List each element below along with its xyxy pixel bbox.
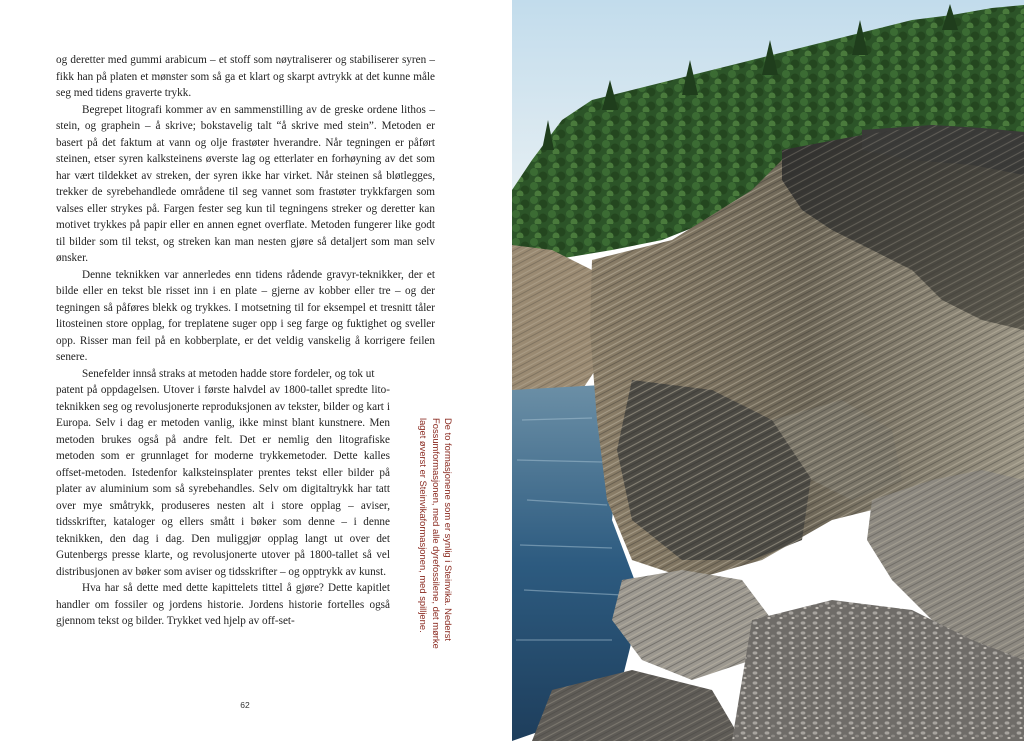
paragraph-5: Hva har så dette med dette kapittelets tittel å gjøre? Dette kapitlet handler om fossiler og jordens historie. Jordens historie fortelles også gjennom tekst og bilder. Trykket ved hjelp av off-set-: [56, 582, 390, 627]
paragraph-4-start: Senefelder innså straks at metoden hadde store fordeler, og tok ut: [82, 367, 375, 380]
paragraph-2-text: Begrepet litografi kommer av en sammenstilling av de greske ordene lithos – stein, og graphein – å skrive; bokstavelig talt “å skrive med stein”. Metoden er basert på det faktum at vann og olje frastøter hverandre. Når tegningen er påført steinen, etser syren kalksteinens øverste lag og etterlater en forhøyning av det som har vært tildekket av streken, der syren ikke har virket. Når steinen så bløtlegges, trekker de syrebehandlede områdene til seg vannet som frastøter trykkfargen som valses eller strykes på. Fargen fester seg kun til tegningens streker og deretter kan motivet trykkes på papir eller en annen egnet overflate. Metoden fungerer like godt til bilder som til tekst, og streken kan man nesten gjøre så detaljert som man selv ønsker.: [56, 103, 435, 264]
caption-line-2: Fossumformasjonen, med alle dyrefossilene, det mørke: [430, 418, 442, 649]
caption-line-1: De to formasjonene som er synlig i Steinvika. Nederst: [443, 418, 454, 642]
photo-caption: [404, 418, 454, 678]
narrow-text-block: [56, 382, 390, 630]
caption-line-3: laget øverst er Steinvikaformasjonen, med spilljene.: [418, 418, 430, 633]
right-page: [512, 0, 1024, 741]
paragraph-2: [56, 102, 435, 267]
page-number: 62: [240, 700, 250, 710]
paragraph-1: og deretter med gummi arabicum – et stoff som nøytraliserer og stabiliserer syren – fikk han på platen et mønster som så ga et klart og skarpt avtrykk at det kunne måle seg med tidens graverte trykk.: [56, 54, 435, 99]
photo-caption-text: [417, 418, 454, 678]
paragraph-4-continued: patent på oppdagelsen. Utover i første halvdel av 1800-tallet spredte lito-teknikken seg og revolusjonerte reproduksjonen av tekster, bilder og kart i Europa. Selv i dag er metoden vanlig, ikke minst blant kunstnere. Men metoden brukes også på andre felt. Det er nemlig den litografiske metoden som er grunnlaget for moderne trykkemetoder. Dette kalles offset-metoden. Istedenfor kalksteinsplater prentes tekst eller bilder på plater av aluminium som så syrebehandles. Selv om digitaltrykk har tatt over mye småtrykk, produseres nesten alt i store opplag – aviser, tidsskrifter, kataloger og ellers smått i bøker som denne – i denne teknikken, den dag i dag. Den muliggjør opplag langt ut over det Gutenbergs presse klarte, og revolusjonerte utover på 1800-tallet så vel distribusjonen av bøker som aviser og tidsskrifter – og opptrykk av kunst.: [56, 384, 390, 578]
body-text-column: [56, 52, 435, 630]
paragraph-3: Denne teknikken var annerledes enn tidens rådende gravyr-teknikker, der et bilde eller en tekst ble risset inn i en plate – gjerne av kobber eller tre – og der tegningen så påføres blekk og trykkes. I motsetning til for eksempel et tresnitt tåler litosteinen store opplag, for treplatene suger opp i seg farge og fuktighet og sveller opp. Risser man feil på en kobberplate, er det veldig vanskelig å korrigere feilen senere.: [56, 268, 435, 363]
rock-formation-photo: [512, 0, 1024, 741]
